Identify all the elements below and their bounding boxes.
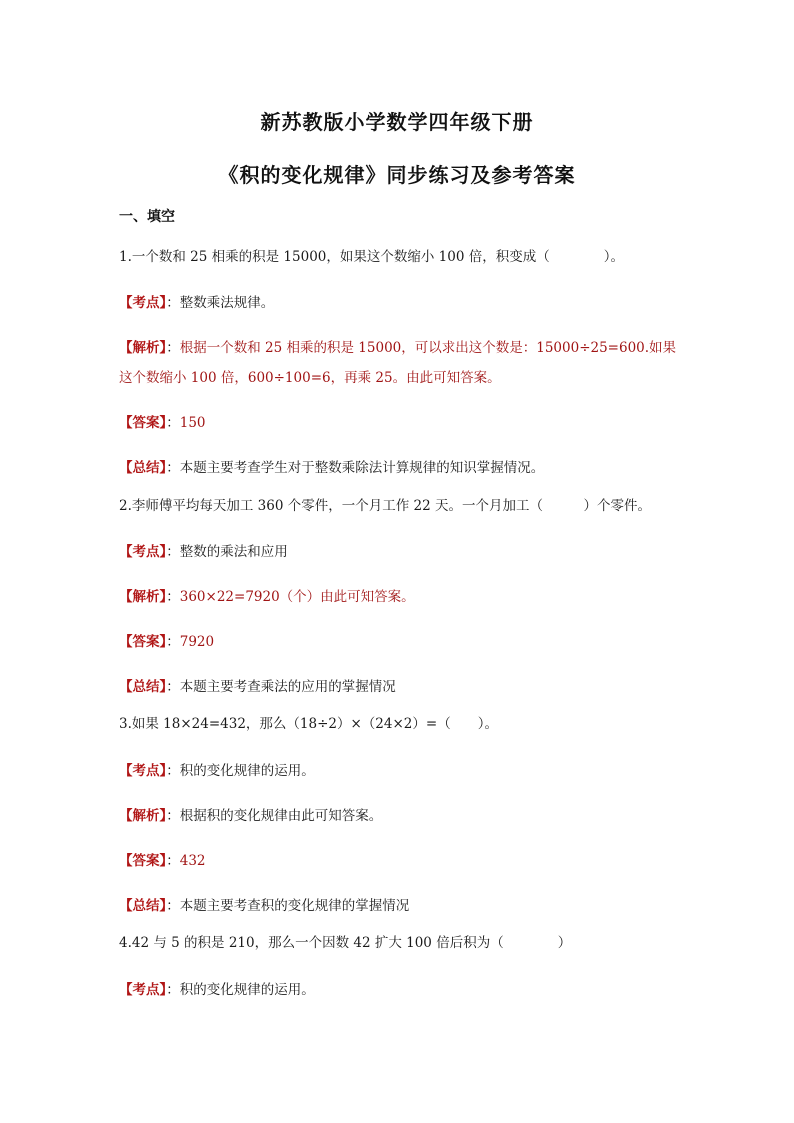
question-1-jiexi — [119, 337, 679, 359]
daan-text: 432 — [179, 853, 206, 869]
jiexi-text: 360×22=7920（个）由此可知答案。 — [179, 589, 415, 605]
question-2-zongjie — [119, 676, 679, 698]
daan-text: 7920 — [179, 634, 215, 650]
jiexi-text-line2: 这个数缩小 100 倍，600÷100=6，再乘 25。由此可知答案。 — [119, 370, 501, 386]
jiexi-text: 根据积的变化规律由此可知答案。 — [179, 808, 383, 824]
zongjie-label: 【总结】： — [119, 898, 180, 914]
question-1-text: 1.一个数和 25 相乘的积是 15000，如果这个数缩小 100 倍，积变成（ ）。 — [119, 249, 624, 265]
jiexi-label: 【解析】： — [119, 589, 180, 605]
kaodian-label: 【考点】： — [119, 763, 180, 779]
jiexi-label: 【解析】： — [119, 808, 180, 824]
section-heading: 一、填空 — [119, 209, 175, 225]
question-3-zongjie — [119, 895, 679, 917]
zongjie-label: 【总结】： — [119, 679, 180, 695]
question-3-text: 3.如果 18×24=432，那么（18÷2）×（24×2）=（ ）。 — [119, 716, 498, 732]
zongjie-text: 本题主要考查乘法的应用的掌握情况 — [179, 679, 396, 695]
question-3 — [119, 713, 679, 735]
kaodian-label: 【考点】： — [119, 982, 180, 998]
question-1-daan — [119, 412, 679, 434]
question-1-jiexi-cont — [119, 367, 679, 389]
kaodian-text: 积的变化规律的运用。 — [179, 982, 315, 998]
document-subtitle: 《积的变化规律》同步练习及参考答案 — [218, 163, 576, 187]
question-2-text: 2.李师傅平均每天加工 360 个零件，一个月工作 22 天。一个月加工（ ）个零件。 — [119, 498, 651, 514]
question-3-jiexi — [119, 805, 679, 827]
question-1-zongjie — [119, 457, 679, 479]
zongjie-text: 本题主要考查积的变化规律的掌握情况 — [179, 898, 410, 914]
document-title: 新苏教版小学数学四年级下册 — [260, 110, 534, 134]
question-4 — [119, 932, 679, 954]
kaodian-label: 【考点】： — [119, 295, 180, 311]
kaodian-text: 整数乘法规律。 — [179, 295, 275, 311]
kaodian-text: 积的变化规律的运用。 — [179, 763, 315, 779]
question-3-kaodian — [119, 760, 679, 782]
kaodian-label: 【考点】： — [119, 544, 180, 560]
question-1-kaodian — [119, 292, 679, 314]
question-2-daan — [119, 631, 679, 653]
zongjie-label: 【总结】： — [119, 460, 180, 476]
jiexi-text-line1: 根据一个数和 25 相乘的积是 15000，可以求出这个数是：15000÷25=600.如果 — [179, 340, 677, 356]
question-2-kaodian — [119, 541, 679, 563]
kaodian-text: 整数的乘法和应用 — [179, 544, 288, 560]
question-3-daan — [119, 850, 679, 872]
zongjie-text: 本题主要考查学生对于整数乘除法计算规律的知识掌握情况。 — [179, 460, 545, 476]
daan-label: 【答案】： — [119, 415, 180, 431]
daan-label: 【答案】： — [119, 634, 180, 650]
question-2 — [119, 495, 679, 517]
jiexi-label: 【解析】： — [119, 340, 180, 356]
daan-label: 【答案】： — [119, 853, 180, 869]
daan-text: 150 — [179, 415, 206, 431]
question-4-text: 4.42 与 5 的积是 210，那么一个因数 42 扩大 100 倍后积为（ ） — [119, 935, 572, 951]
question-2-jiexi — [119, 586, 679, 608]
question-4-kaodian — [119, 979, 679, 1001]
question-1 — [119, 246, 679, 268]
